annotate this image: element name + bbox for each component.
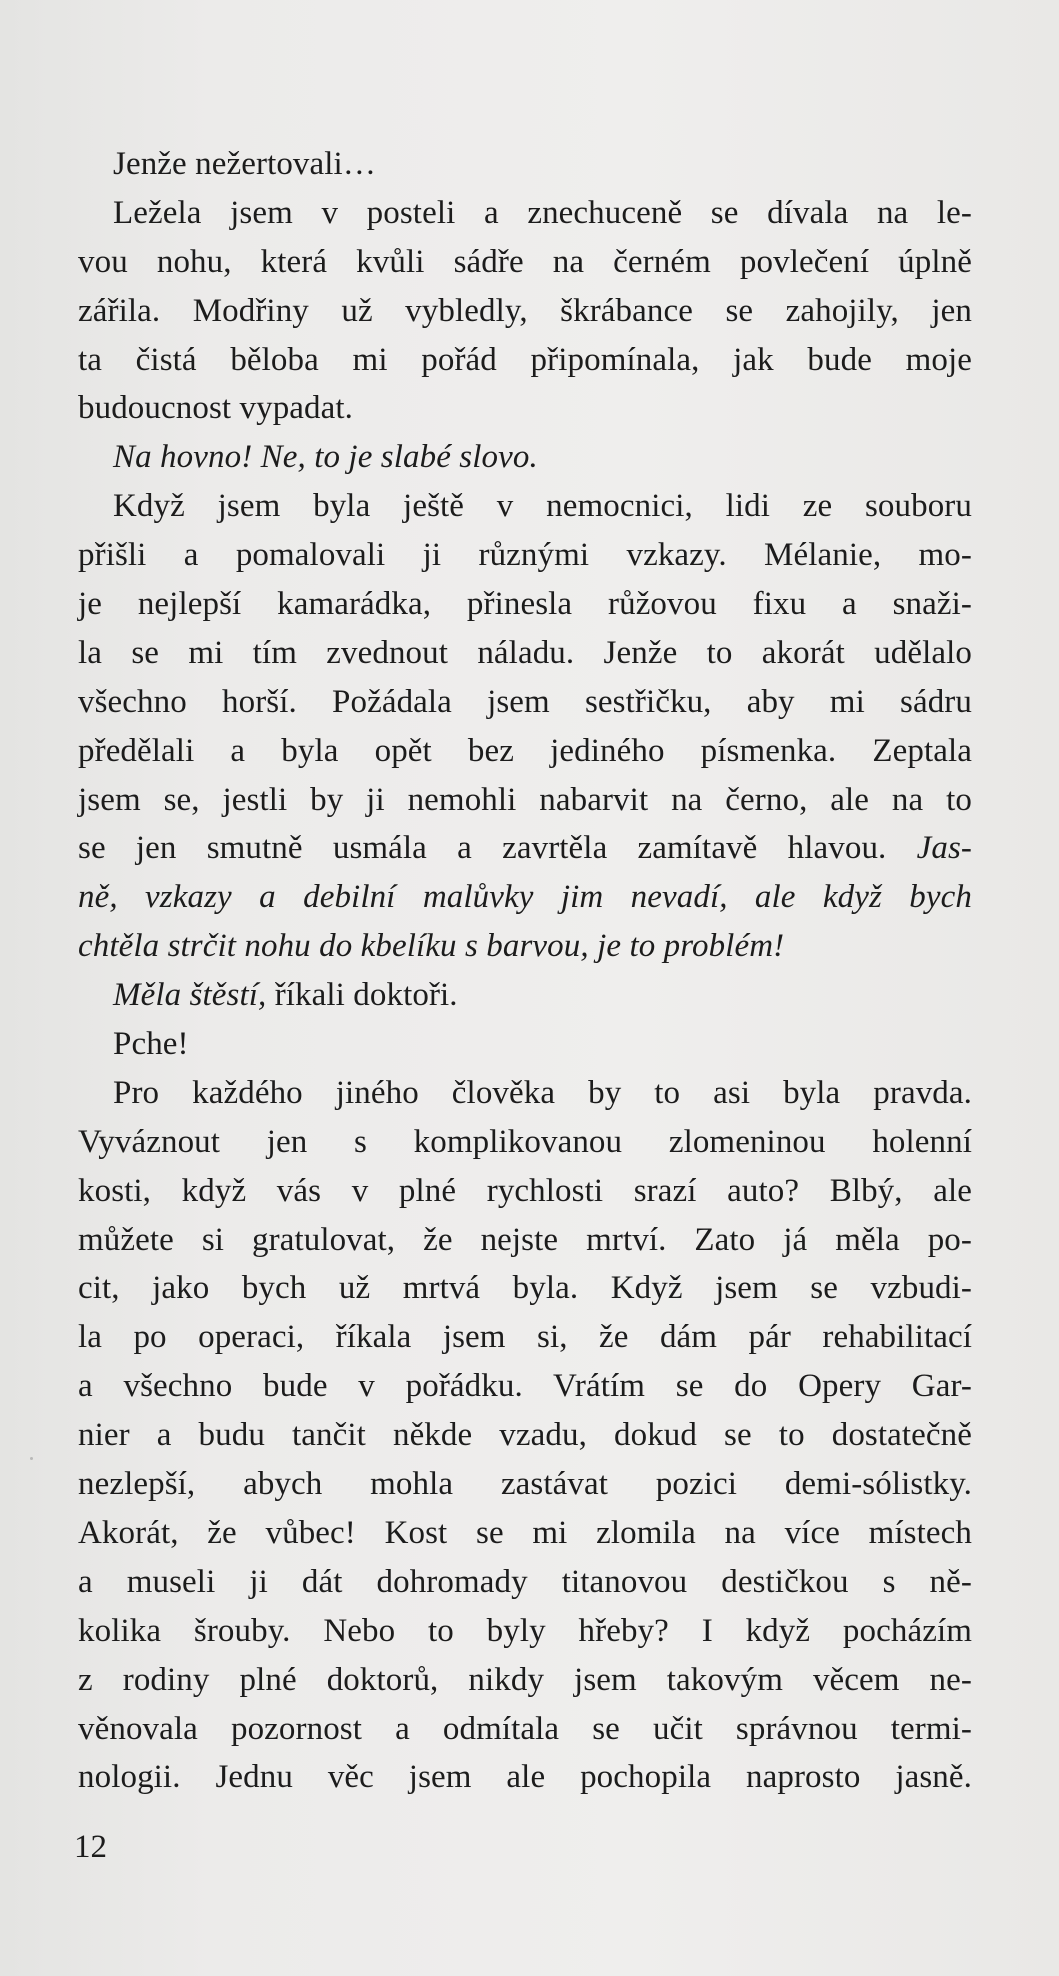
italic-text-segment: Měla štěstí, bbox=[113, 977, 267, 1014]
italic-text-line: ně, vzkazy a debilní malůvky jim nevadí, ale když bych bbox=[78, 879, 972, 916]
text-line: nier a budu tančit někde vzadu, dokud se to dostatečně bbox=[78, 1417, 972, 1454]
text-segment: se jen smutně usmála a zavrtěla zamítavě hlavou. bbox=[78, 830, 887, 867]
text-line: z rodiny plné doktorů, nikdy jsem takovým věcem ne- bbox=[78, 1661, 972, 1698]
text-line: Pro každého jiného člověka by to asi byla pravda. bbox=[113, 1074, 972, 1111]
text-line: Ležela jsem v posteli a znechuceně se dívala na le- bbox=[113, 194, 972, 231]
italic-text-segment: Jas- bbox=[916, 830, 972, 867]
italic-text-line: Na hovno! Ne, to je slabé slovo. bbox=[113, 439, 538, 476]
text-line: Jenže nežertovali… bbox=[113, 146, 376, 182]
text-line: je nejlepší kamarádka, přinesla růžovou fixu a snaži- bbox=[78, 586, 972, 623]
text-line: la se mi tím zvednout náladu. Jenže to akorát udělalo bbox=[78, 634, 972, 671]
italic-text-line: chtěla strčit nohu do kbelíku s barvou, je to problém! bbox=[78, 928, 785, 965]
text-line: nologii. Jednu věc jsem ale pochopila naprosto jasně. bbox=[78, 1759, 972, 1796]
body-text bbox=[78, 140, 972, 1802]
text-line: věnovala pozornost a odmítala se učit správnou termi- bbox=[78, 1710, 972, 1747]
text-line: nezlepší, abych mohla zastávat pozici demi-sólistky. bbox=[78, 1466, 972, 1503]
text-line: ta čistá běloba mi pořád připomínala, jak bude moje bbox=[78, 341, 972, 378]
text-line: všechno horší. Požádala jsem sestřičku, aby mi sádru bbox=[78, 683, 972, 720]
mixed-text-line bbox=[78, 824, 972, 873]
text-line: kolika šrouby. Nebo to byly hřeby? I když pocházím bbox=[78, 1612, 972, 1649]
mixed-text-line bbox=[78, 971, 972, 1020]
text-segment: říkali doktoři. bbox=[266, 977, 458, 1014]
text-line: Když jsem byla ještě v nemocnici, lidi ze souboru bbox=[113, 488, 972, 525]
text-line: vou nohu, která kvůli sádře na černém povlečení úplně bbox=[78, 243, 972, 280]
text-line: Vyváznout jen s komplikovanou zlomeninou holenní bbox=[78, 1123, 972, 1160]
text-line: předělali a byla opět bez jediného písmenka. Zeptala bbox=[78, 732, 972, 769]
text-line: zářila. Modřiny už vybledly, škrábance se zahojily, jen bbox=[78, 292, 972, 329]
text-line: budoucnost vypadat. bbox=[78, 390, 354, 427]
text-line: Pche! bbox=[113, 1026, 189, 1063]
text-line: la po operaci, říkala jsem si, že dám pár rehabilitací bbox=[78, 1319, 972, 1356]
text-line: Akorát, že vůbec! Kost se mi zlomila na více místech bbox=[78, 1514, 972, 1551]
text-line: a všechno bude v pořádku. Vrátím se do Opery Gar- bbox=[78, 1368, 972, 1405]
text-line: a museli ji dát dohromady titanovou destičkou s ně- bbox=[78, 1563, 972, 1600]
text-line: přišli a pomalovali ji různými vzkazy. Mélanie, mo- bbox=[78, 537, 972, 574]
page-number: 12 bbox=[74, 1829, 107, 1865]
paper-speck bbox=[30, 1457, 33, 1460]
text-line: cit, jako bych už mrtvá byla. Když jsem se vzbudi- bbox=[78, 1270, 972, 1307]
text-line: můžete si gratulovat, že nejste mrtví. Zato já měla po- bbox=[78, 1221, 972, 1258]
text-line: jsem se, jestli by ji nemohli nabarvit na černo, ale na to bbox=[78, 781, 972, 818]
text-line: kosti, když vás v plné rychlosti srazí auto? Blbý, ale bbox=[78, 1172, 972, 1209]
